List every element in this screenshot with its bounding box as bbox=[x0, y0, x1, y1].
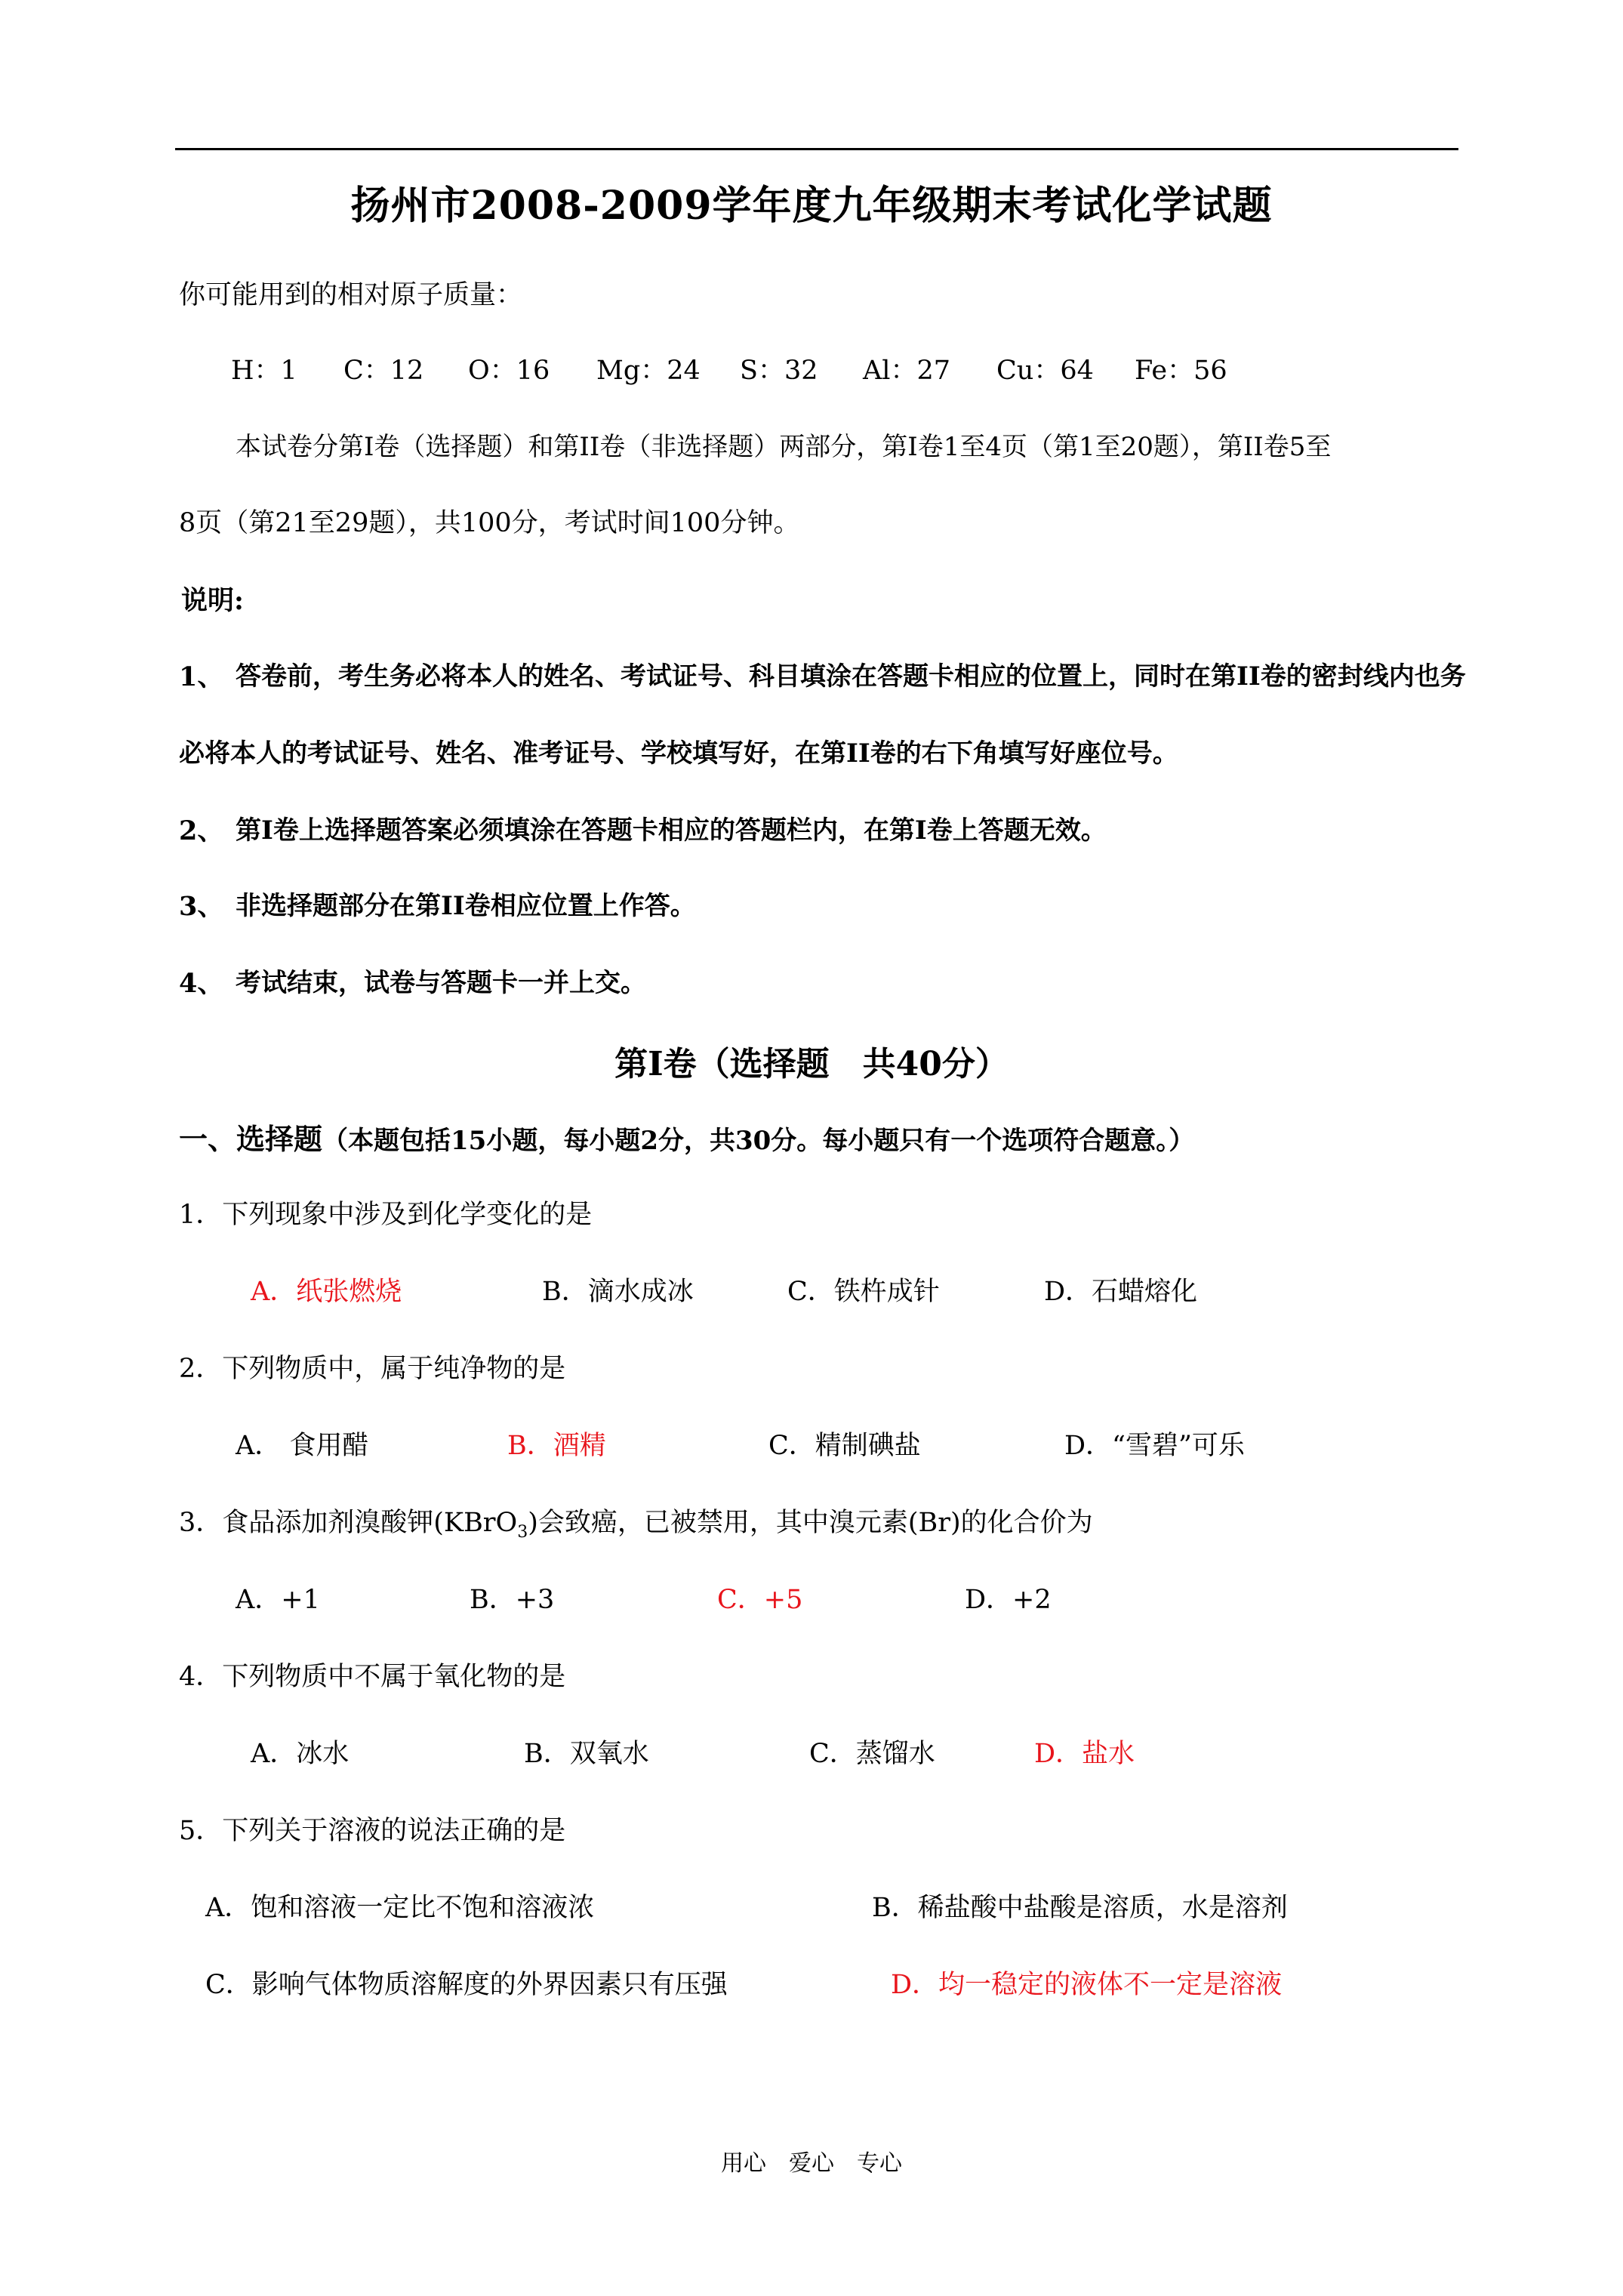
atomic-mass-fe: Fe：56 bbox=[1135, 356, 1227, 386]
note-2-num: 2、 bbox=[179, 815, 224, 846]
question-3-option-b: B．+3 bbox=[470, 1585, 555, 1615]
question-3-stem-subscript: 3 bbox=[517, 1523, 528, 1542]
question-4-stem: 4．下列物质中不属于氧化物的是 bbox=[179, 1662, 566, 1692]
note-4-line1: 考试结束，试卷与答题卡一并上交。 bbox=[236, 968, 646, 998]
question-4-option-a: A．冰水 bbox=[251, 1739, 350, 1769]
question-1-option-b: B．滴水成冰 bbox=[542, 1277, 694, 1307]
question-2-stem: 2．下列物质中，属于纯净物的是 bbox=[179, 1354, 566, 1384]
question-5-option-d: D．均一稳定的液体不一定是溶液 bbox=[891, 1970, 1283, 2000]
section-title: 第I卷（选择题 共40分） bbox=[614, 1045, 1009, 1083]
note-2-line1: 第I卷上选择题答案必须填涂在答题卡相应的答题栏内，在第I卷上答题无效。 bbox=[236, 815, 1107, 846]
question-4-option-d: D．盐水 bbox=[1034, 1739, 1135, 1769]
note-1-line2: 必将本人的考试证号、姓名、准考证号、学校填写好，在第II卷的右下角填写好座位号。 bbox=[179, 738, 1178, 769]
question-3-stem bbox=[179, 1507, 1093, 1542]
top-rule bbox=[175, 148, 1458, 150]
question-2-option-b: B．酒精 bbox=[507, 1431, 606, 1461]
question-1-option-c: C．铁杵成针 bbox=[787, 1277, 940, 1307]
question-3-option-c: C．+5 bbox=[717, 1585, 803, 1615]
question-2-option-d: D．“雪碧”可乐 bbox=[1064, 1431, 1245, 1461]
question-3-stem-end: )会致癌，已被禁用，其中溴元素(Br)的化合价为 bbox=[528, 1508, 1093, 1538]
atomic-mass-h: H：1 bbox=[231, 356, 297, 386]
page-title: 扬州市2008-2009学年度九年级期末考试化学试题 bbox=[350, 183, 1273, 229]
notes-heading: 说明: bbox=[181, 585, 244, 616]
atomic-mass-o: O：16 bbox=[468, 356, 550, 386]
atomic-mass-mg: Mg：24 bbox=[596, 356, 701, 386]
question-3-option-a: A．+1 bbox=[236, 1585, 320, 1615]
part-heading: 一、选择题 bbox=[179, 1122, 323, 1156]
question-5-option-a: A．饱和溶液一定比不饱和溶液浓 bbox=[205, 1893, 595, 1923]
atomic-mass-c: C：12 bbox=[343, 356, 424, 386]
question-3-option-d: D．+2 bbox=[965, 1585, 1052, 1615]
question-2-option-c: C．精制碘盐 bbox=[768, 1431, 921, 1461]
atomic-mass-label: 你可能用到的相对原子质量： bbox=[179, 280, 523, 310]
question-1-stem: 1．下列现象中涉及到化学变化的是 bbox=[179, 1200, 593, 1230]
intro-line-2: 8页（第21至29题），共100分，考试时间100分钟。 bbox=[179, 508, 800, 538]
part-description: （本题包括15小题，每小题2分，共30分。每小题只有一个选项符合题意。） bbox=[322, 1126, 1195, 1156]
question-5-option-c: C．影响气体物质溶解度的外界因素只有压强 bbox=[205, 1970, 728, 2000]
note-1-num: 1、 bbox=[179, 661, 224, 692]
question-2-option-a: A． 食用醋 bbox=[236, 1431, 369, 1461]
part-heading-line bbox=[179, 1122, 1194, 1157]
note-1-line1: 答卷前，考生务必将本人的姓名、考试证号、科目填涂在答题卡相应的位置上，同时在第II卷的密封线内也务 bbox=[236, 661, 1466, 692]
note-3-num: 3、 bbox=[179, 891, 224, 922]
question-5-option-b: B．稀盐酸中盐酸是溶质，水是溶剂 bbox=[872, 1893, 1288, 1923]
question-1-option-a: A．纸张燃烧 bbox=[251, 1277, 402, 1307]
note-4-num: 4、 bbox=[179, 968, 224, 999]
atomic-mass-cu: Cu：64 bbox=[996, 356, 1094, 386]
atomic-mass-al: Al：27 bbox=[863, 356, 951, 386]
question-1-option-d: D．石蜡熔化 bbox=[1044, 1277, 1198, 1307]
question-5-stem: 5．下列关于溶液的说法正确的是 bbox=[179, 1816, 566, 1846]
question-4-option-c: C．蒸馏水 bbox=[809, 1739, 935, 1769]
intro-line-1: 本试卷分第I卷（选择题）和第II卷（非选择题）两部分，第I卷1至4页（第1至20题），第II卷5至 bbox=[236, 432, 1332, 462]
note-3-line1: 非选择题部分在第II卷相应位置上作答。 bbox=[236, 891, 696, 921]
atomic-mass-s: S：32 bbox=[740, 356, 818, 386]
question-4-option-b: B．双氧水 bbox=[524, 1739, 649, 1769]
page-footer: 用心 爱心 专心 bbox=[721, 2150, 902, 2177]
question-3-stem-start: 3．食品添加剂溴酸钾(KBrO bbox=[179, 1508, 518, 1538]
